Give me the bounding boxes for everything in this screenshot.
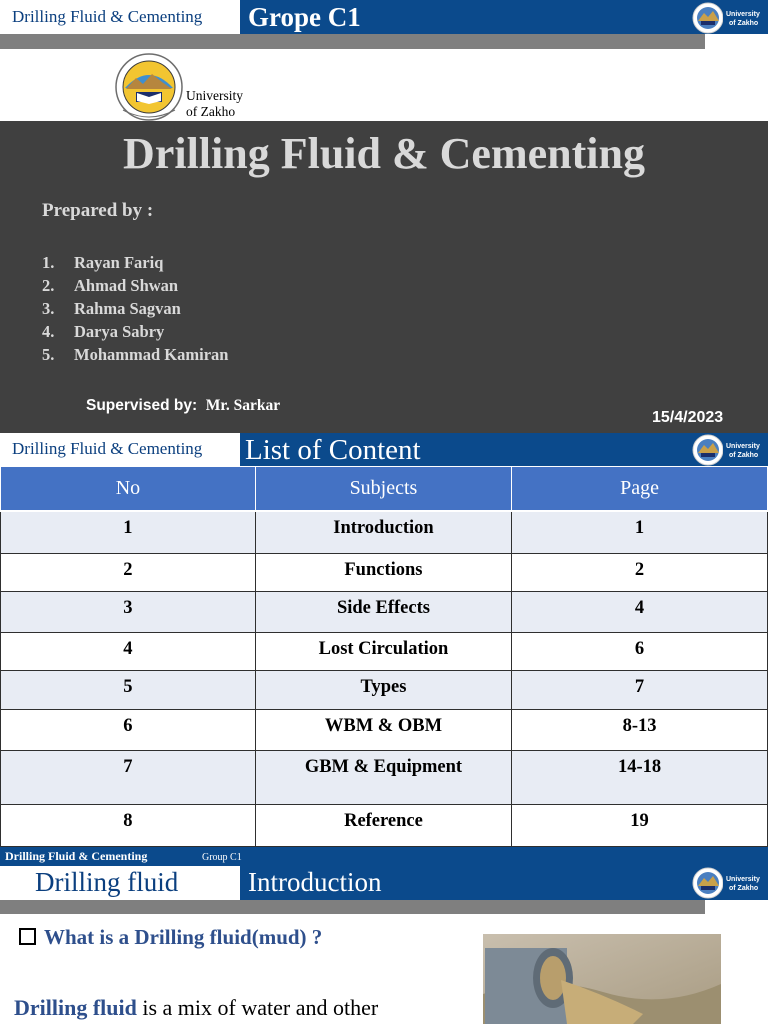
- supervised-label: Supervised by:: [86, 397, 198, 414]
- table-row: [1, 670, 768, 709]
- intro-paragraph: [14, 995, 378, 1021]
- table-header-row: [1, 467, 768, 512]
- cell-page: 6: [512, 632, 768, 670]
- checkbox-bullet-icon: [19, 928, 36, 945]
- cell-subject: Functions: [255, 553, 511, 591]
- presentation-date: 15/4/2023: [652, 409, 724, 426]
- table-row: [1, 591, 768, 632]
- university-seal-icon: [112, 52, 188, 122]
- cell-page: 19: [512, 804, 768, 846]
- university-logo-small-icon: [691, 1, 763, 35]
- column-header-page: Page: [512, 467, 768, 512]
- slide1-header-tab-label: Drilling Fluid & Cementing: [12, 7, 203, 26]
- university-logo-small-icon: [691, 433, 763, 467]
- cell-no: 7: [1, 750, 256, 804]
- table-row: [1, 804, 768, 846]
- slide1-header-tab: [0, 0, 240, 34]
- slide3-header-tab-label: Drilling fluid: [35, 867, 179, 897]
- cell-subject: Reference: [255, 804, 511, 846]
- slide1-group-label: Grope C1: [248, 2, 361, 32]
- slide3-header-tab: [0, 866, 240, 900]
- table-row: [1, 709, 768, 750]
- member-item: 3. Rahma Sagvan: [42, 299, 181, 318]
- cell-page: 2: [512, 553, 768, 591]
- university-name-line2: of Zakho: [186, 104, 236, 119]
- cell-no: 6: [1, 709, 256, 750]
- cell-no: 5: [1, 670, 256, 709]
- cell-subject: Types: [255, 670, 511, 709]
- table-row: [1, 553, 768, 591]
- intro-term: Drilling fluid: [14, 995, 137, 1020]
- university-logo-small-icon: [691, 866, 763, 900]
- cell-no: 1: [1, 511, 256, 553]
- column-header-no: No: [1, 467, 256, 512]
- drilling-mud-photo: [483, 934, 721, 1024]
- slide2-header-tab: [0, 433, 240, 466]
- cell-no: 2: [1, 553, 256, 591]
- cell-no: 8: [1, 804, 256, 846]
- cell-subject: Lost Circulation: [255, 632, 511, 670]
- slide2-title: List of Content: [245, 434, 421, 466]
- svg-text:University: University: [726, 443, 760, 450]
- svg-text:University: University: [726, 876, 760, 883]
- cell-no: 3: [1, 591, 256, 632]
- slide3-title: Introduction: [248, 867, 382, 897]
- svg-text:of Zakho: of Zakho: [729, 885, 759, 892]
- supervised-by: [86, 397, 280, 415]
- svg-text:of Zakho: of Zakho: [729, 452, 759, 459]
- prepared-by-label: Prepared by :: [42, 200, 154, 221]
- university-name-line1: University: [186, 88, 243, 103]
- member-item: 1. Rayan Fariq: [42, 253, 164, 272]
- column-header-subjects: Subjects: [255, 467, 511, 512]
- cell-page: 8-13: [512, 709, 768, 750]
- cell-subject: WBM & OBM: [255, 709, 511, 750]
- slide3-top-right-label: Group C1: [202, 852, 242, 863]
- table-row: [1, 632, 768, 670]
- cell-subject: GBM & Equipment: [255, 750, 511, 804]
- cell-page: 1: [512, 511, 768, 553]
- slide3-gray-strip: [0, 900, 705, 914]
- cell-subject: Side Effects: [255, 591, 511, 632]
- table-row: [1, 511, 768, 553]
- presentation-title: Drilling Fluid & Cementing: [123, 129, 645, 178]
- intro-text: is a mix of water and other: [136, 995, 379, 1020]
- slide1-gray-strip: [0, 34, 705, 49]
- table-row: [1, 750, 768, 804]
- university-name: [186, 88, 256, 120]
- content-table: [0, 466, 768, 847]
- supervisor-name: Mr. Sarkar: [205, 397, 281, 414]
- cell-no: 4: [1, 632, 256, 670]
- member-item: 5. Mohammad Kamiran: [42, 345, 229, 364]
- cell-page: 7: [512, 670, 768, 709]
- member-item: 2. Ahmad Shwan: [42, 276, 179, 295]
- cell-page: 4: [512, 591, 768, 632]
- cell-subject: Introduction: [255, 511, 511, 553]
- logo-text-1: University: [726, 11, 760, 18]
- member-item: 4. Darya Sabry: [42, 322, 165, 341]
- question-heading: What is a Drilling fluid(mud) ?: [44, 925, 323, 949]
- slide2-header-tab-label: Drilling Fluid & Cementing: [12, 439, 203, 458]
- slide3-top-left-label: Drilling Fluid & Cementing: [5, 849, 148, 863]
- logo-text-2: of Zakho: [729, 20, 759, 27]
- cell-page: 14-18: [512, 750, 768, 804]
